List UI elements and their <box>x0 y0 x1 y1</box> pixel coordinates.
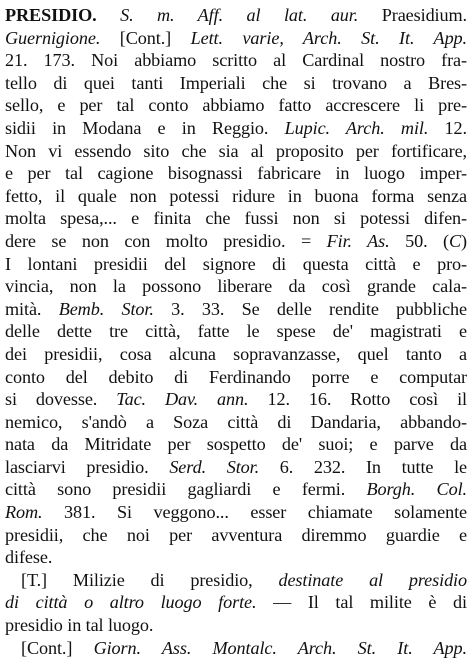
entry-line <box>5 207 467 230</box>
entry-text: conto del debito di Ferdinando porre e computar <box>5 366 467 387</box>
entry-line <box>5 230 467 253</box>
italic-text: Lett. varie, Arch. St. It. App. <box>190 27 467 48</box>
entry-text: 50. ( <box>389 230 449 251</box>
entry-line <box>5 546 467 569</box>
entry-text: città sono presidii gagliardi e fermi. <box>5 479 367 500</box>
entry-text: molta spesa,... e finita che fussi non si potessi difen- <box>5 208 467 229</box>
entry-text: nata da Mitridate per sospetto de' suoi; e parve da <box>5 434 467 455</box>
entry-text: ) <box>461 230 467 251</box>
entry-text: lasciarvi presidio. <box>5 456 170 477</box>
entry-text: nemico, s'andò a Soza città di Dandaria, abbando- <box>5 411 467 432</box>
entry-line <box>5 614 467 637</box>
entry-text: 12. 16. Rotto così il <box>248 389 467 410</box>
italic-text: C <box>448 230 462 251</box>
entry-line <box>5 49 467 72</box>
entry-text: 381. Si veggono... esser chiamate solamente <box>42 502 467 523</box>
italic-text: Tac. Dav. ann. <box>116 389 249 410</box>
italic-text: S. m. Aff. al lat. aur. <box>96 5 359 25</box>
entry-text: [Cont.] <box>100 27 191 48</box>
entry-text: dere se non con molto presidio. = <box>5 230 327 251</box>
entry-text: fetto, il quale non potessi ridure in buona forma senza <box>5 185 467 206</box>
italic-text: Bemb. Stor. <box>58 298 154 319</box>
entry-line <box>5 275 467 298</box>
entry-text: Non vi essendo sito che sia al proposito per fortificare, <box>5 140 467 161</box>
italic-text: destinate al presidio <box>278 569 468 590</box>
entry-text: mità. <box>5 298 59 319</box>
entry-line <box>5 320 467 343</box>
entry-text: sidii in Modana e in Reggio. <box>5 117 285 138</box>
entry-text: 3. 33. Se delle rendite pubbliche <box>153 298 467 319</box>
entry-text: presidio in tal luogo. <box>5 615 154 636</box>
entry-line <box>5 185 467 208</box>
entry-line <box>5 162 467 185</box>
entry-text: I lontani presidii del signore di questa città e pro- <box>5 253 467 274</box>
italic-text: Fir. As. <box>326 230 390 251</box>
entry-line <box>5 298 467 321</box>
italic-text: di città o altro luogo forte. <box>5 592 257 613</box>
entry-line <box>5 637 467 659</box>
entry-line <box>5 117 467 140</box>
entry-line <box>5 343 467 366</box>
entry-text: tello di quei tanti Imperiali che si trovano a Bres- <box>5 72 467 93</box>
italic-text: Lupic. Arch. mil. <box>284 117 429 138</box>
entry-line <box>5 72 467 95</box>
italic-text: Guernigione. <box>5 27 101 48</box>
entry-line <box>5 4 467 27</box>
headword: PRESIDIO. <box>5 5 97 25</box>
entry-line <box>5 478 467 501</box>
entry-line <box>5 253 467 276</box>
italic-text: Serd. Stor. <box>169 456 260 477</box>
entry-line <box>5 456 467 479</box>
entry-line <box>5 388 467 411</box>
entry-text: e per tal cagione bisognassi fabricare in luogo imper- <box>5 163 467 184</box>
italic-text: Giorn. Ass. Montalc. Arch. St. It. App. <box>93 637 467 658</box>
entry-text: vincia, non la possono liberare da così grande cala- <box>5 276 467 297</box>
entry-text: 6. 232. In tutte le <box>259 456 467 477</box>
entry-line <box>5 591 467 614</box>
entry-text: — Il tal milite è di <box>256 592 467 613</box>
entry-text: delle dette tre città, fatte le spese de' magistrati e <box>5 321 467 342</box>
entry-text: 21. 173. Noi abbiamo scritto al Cardinal nostro fra- <box>5 50 467 71</box>
entry-text: si dovesse. <box>5 389 117 410</box>
entry-line <box>5 524 467 547</box>
italic-text: Rom. <box>5 502 43 523</box>
entry-text: dei presidii, cosa alcuna sopravanzasse, quel tanto a <box>5 343 467 364</box>
italic-text: Borgh. Col. <box>366 479 467 500</box>
entry-text: presidii, che noi per avventura diremmo guardie e <box>5 524 467 545</box>
entry-text: sello, e per tal conto abbiamo fatto accrescere li pre- <box>5 95 467 116</box>
entry-line <box>5 366 467 389</box>
entry-text: [T.] Milizie di presidio, <box>21 569 279 590</box>
entry-line <box>5 27 467 50</box>
entry-line <box>5 501 467 524</box>
entry-line <box>5 140 467 163</box>
entry-text: Praesidium. <box>358 5 467 25</box>
entry-line <box>5 411 467 434</box>
entry-text: 12. <box>428 117 467 138</box>
dictionary-entry <box>5 4 467 659</box>
entry-text: [Cont.] <box>21 637 94 658</box>
entry-line <box>5 94 467 117</box>
entry-line <box>5 569 467 592</box>
entry-text: difese. <box>5 547 53 568</box>
entry-line <box>5 433 467 456</box>
